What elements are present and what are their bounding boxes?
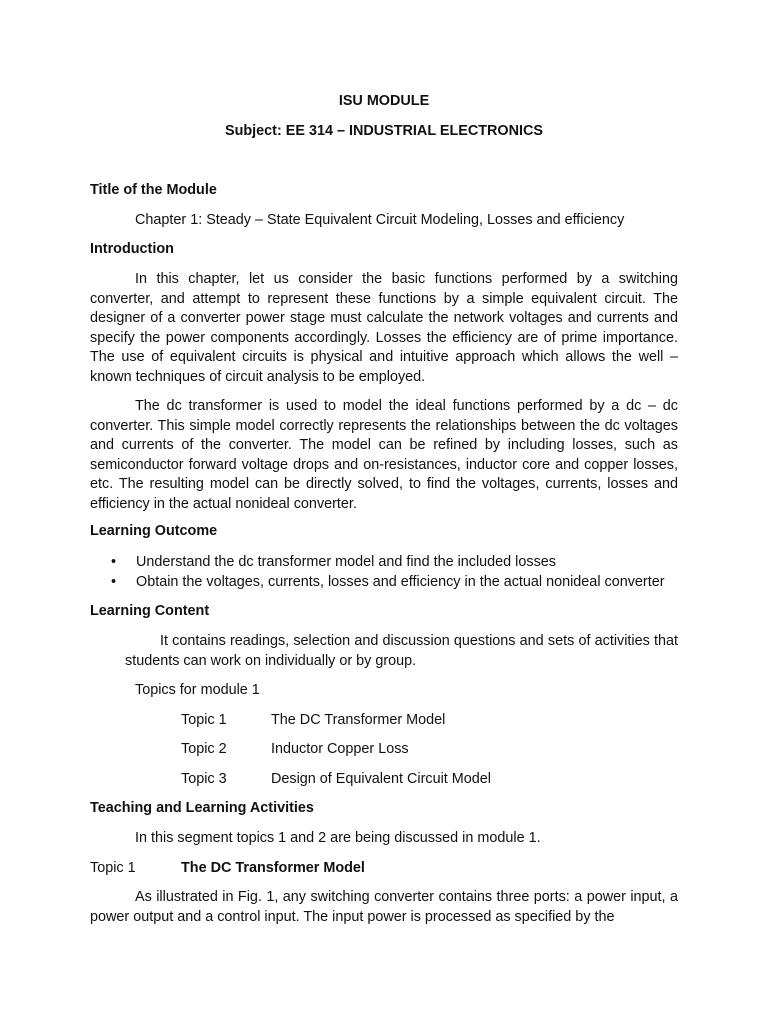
learning-content-paragraph: It contains readings, selection and discussion questions and sets of activities that students can work on individually or by group. bbox=[125, 633, 678, 669]
topic1-title: The DC Transformer Model bbox=[181, 860, 365, 876]
topics-label: Topics for module 1 bbox=[135, 682, 260, 698]
list-item bbox=[111, 553, 556, 573]
title-of-module-heading: Title of the Module bbox=[90, 182, 217, 198]
topic1-label: Topic 1 bbox=[90, 860, 136, 876]
topic-number: Topic 1 bbox=[181, 712, 227, 728]
list-item bbox=[111, 573, 665, 593]
introduction-paragraph-2: The dc transformer is used to model the ideal functions performed by a dc – dc converter. This simple model correctly represents the relationships between the dc voltages and currents of the converter. The model can be refined by including losses, such as semiconductor forward voltage drops and on-resistances, inductor core and copper losses, etc. The resulting model can be directly solved, to find the voltages, currents, losses and efficiency in the actual nonideal converter. bbox=[90, 398, 678, 512]
teaching-activities-paragraph: In this segment topics 1 and 2 are being discussed in module 1. bbox=[135, 830, 541, 846]
chapter-title: Chapter 1: Steady – State Equivalent Circuit Modeling, Losses and efficiency bbox=[135, 212, 625, 228]
bullet-text: Understand the dc transformer model and find the included losses bbox=[136, 554, 556, 570]
topic-title: Inductor Copper Loss bbox=[271, 741, 409, 757]
subject-title: Subject: EE 314 – INDUSTRIAL ELECTRONICS bbox=[225, 123, 543, 139]
topic-title: The DC Transformer Model bbox=[271, 712, 446, 728]
topic-number: Topic 3 bbox=[181, 771, 227, 787]
module-title: ISU MODULE bbox=[338, 93, 430, 109]
topic-title: Design of Equivalent Circuit Model bbox=[271, 771, 491, 787]
topic-number: Topic 2 bbox=[181, 741, 227, 757]
bullet-icon: • bbox=[111, 574, 117, 590]
bullet-icon: • bbox=[111, 554, 117, 570]
teaching-activities-heading: Teaching and Learning Activities bbox=[90, 800, 314, 816]
topic1-paragraph: As illustrated in Fig. 1, any switching converter contains three ports: a power input, a power output and a control input. The input power is processed as specified by the bbox=[90, 889, 678, 925]
bullet-text: Obtain the voltages, currents, losses and efficiency in the actual nonideal converter bbox=[136, 574, 665, 590]
introduction-paragraph-1: In this chapter, let us consider the basic functions performed by a switching converter, and attempt to represent these functions by a simple equivalent circuit. The designer of a converter power stage must calculate the network voltages and currents and specify the power components accordingly. Losses the efficiency are of prime importance. The use of equivalent circuits is physical and intuitive approach which allows the well – known techniques of circuit analysis to be employed. bbox=[90, 271, 678, 385]
learning-content-heading: Learning Content bbox=[90, 603, 210, 619]
introduction-heading: Introduction bbox=[90, 241, 174, 257]
learning-outcome-heading: Learning Outcome bbox=[90, 523, 218, 539]
